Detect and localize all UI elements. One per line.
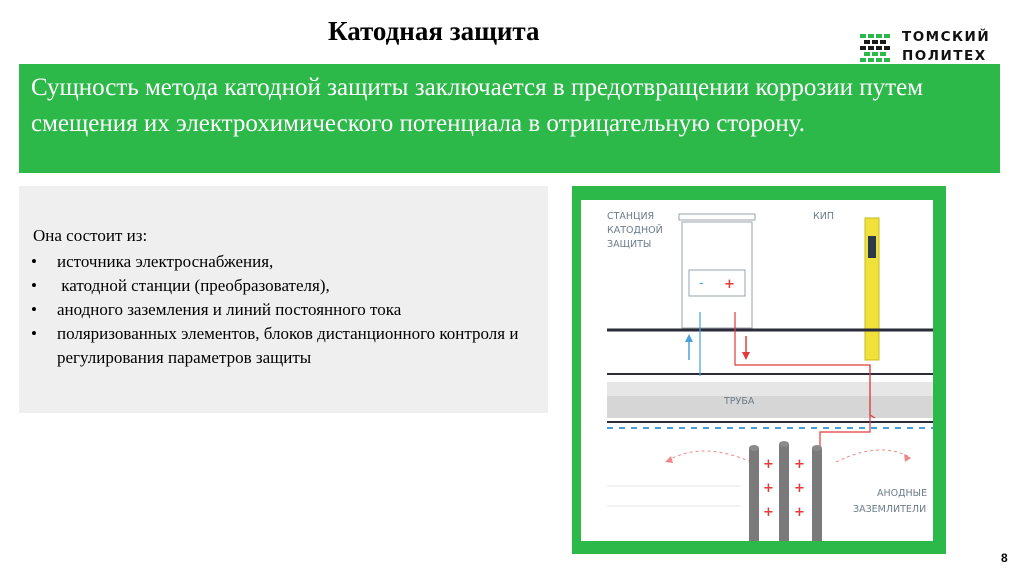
svg-text:+: + [794, 505, 805, 520]
list-item: • анодного заземления и линий постоянного тока [31, 300, 402, 319]
definition-banner [19, 64, 1000, 173]
slide-number: 8 [1001, 551, 1008, 565]
anode-3 [812, 448, 822, 541]
kip-label: КИП [813, 211, 834, 222]
cathodic-protection-diagram [572, 186, 946, 554]
list-item: • источника электроснабжения, [31, 252, 274, 271]
logo-text [902, 28, 990, 66]
station-panel [689, 270, 745, 296]
anode-2 [779, 444, 789, 541]
anode-1 [749, 448, 759, 541]
svg-text:+: + [794, 457, 805, 472]
logo-mark-icon [858, 28, 898, 68]
svg-text:+: + [794, 481, 805, 496]
composition-list [31, 250, 541, 370]
station-plus: + [724, 277, 735, 292]
svg-text:+: + [763, 457, 774, 472]
composition-intro: Она состоит из: [33, 226, 148, 245]
kip-display [868, 236, 876, 258]
diagram-canvas [581, 200, 933, 541]
svg-text:+: + [763, 505, 774, 520]
current-flow-right [836, 450, 911, 462]
pipe-top [607, 382, 933, 396]
station-label-3: ЗАЩИТЫ [607, 239, 652, 250]
station-label-1: СТАНЦИЯ [607, 211, 655, 222]
list-item: • катодной станции (преобразователя), [31, 276, 330, 295]
composition-box [19, 186, 548, 413]
station-minus: - [699, 276, 704, 291]
svg-text:+: + [763, 481, 774, 496]
flow-arrow-right-icon [904, 454, 911, 462]
anode-group [749, 441, 822, 541]
flow-arrow-left-icon [665, 456, 673, 463]
definition-text: Сущность метода катодной защиты заключается в предотвращении коррозии путем смещения их электрохимического потенциала в отрицательную сторону. [31, 74, 924, 137]
logo-line-2: ПОЛИТЕХ [902, 48, 987, 64]
down-arrow-icon [742, 352, 750, 360]
pipe-label: ТРУБА [724, 396, 755, 407]
current-flow-left [665, 451, 751, 462]
tomsk-polytech-logo [858, 28, 1008, 68]
station-roof [679, 214, 755, 220]
station-label-2: КАТОДНОЙ [607, 225, 663, 236]
up-arrow-icon [685, 334, 693, 342]
list-item: • поляризованных элементов, блоков дистанционного контроля и регулирования параметров защиты [31, 324, 519, 367]
anode-wire [735, 312, 870, 450]
pipe-body [607, 396, 933, 418]
anode-label-1: АНОДНЫЕ [877, 488, 928, 499]
anode-label-2: ЗАЗЕМЛИТЕЛИ [853, 504, 927, 515]
slide-title: Катодная защита [328, 16, 540, 46]
logo-line-1: ТОМСКИЙ [902, 29, 991, 45]
